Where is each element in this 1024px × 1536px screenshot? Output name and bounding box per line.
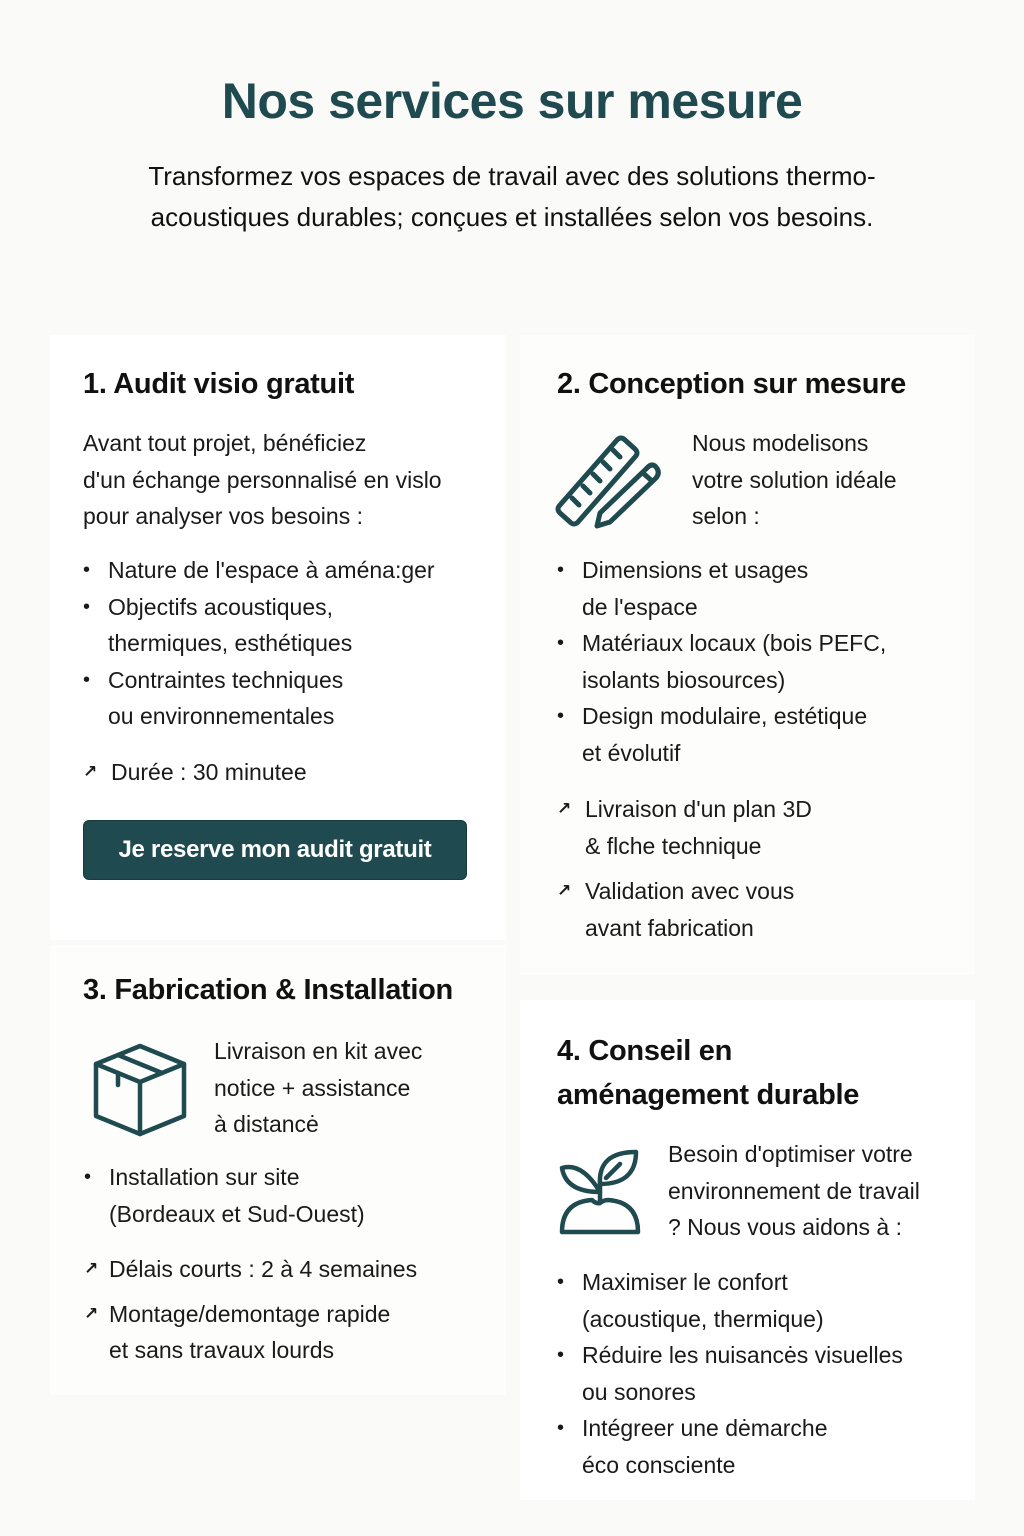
list-item: • Installation sur site (Bordeaux et Sud-Ouest): [84, 1159, 365, 1232]
list-item: • Nature de l'espace à aména:ger: [83, 552, 435, 589]
service-title-conseil: [557, 1029, 859, 1117]
bullet-list-conseil: [557, 1264, 903, 1483]
title-line: 4. Conseil en: [557, 1035, 732, 1067]
highlight-item: ↗ Livraison d'un plan 3D & flche technique: [557, 791, 812, 864]
list-item: • Objectifs acoustiques, thermiques, esthétiques: [83, 589, 435, 662]
arrow-up-right-icon: ↗: [84, 1303, 99, 1323]
intro-line: selon :: [692, 503, 760, 529]
intro-line: notice + assistance: [214, 1074, 411, 1101]
intro-line: à distancė: [214, 1111, 319, 1137]
list-item: • Dimensions et usages de l'espace: [557, 552, 886, 625]
list-item: • Intégreer une dėmarche éco consciente: [557, 1410, 903, 1483]
list-item: • Design modulaire, estétique et évolutif: [557, 698, 886, 771]
highlight-list-conception: [557, 791, 812, 955]
service-intro-audit: [83, 425, 442, 535]
service-intro-conception: [692, 425, 897, 535]
list-item: • Réduire les nuisancės visuelles ou sonores: [557, 1337, 903, 1410]
intro-line: environnement de travail: [668, 1177, 920, 1204]
page-title: Nos services sur mesure: [221, 73, 803, 129]
highlight-list-audit: [83, 754, 307, 800]
ruler-pencil-icon: [555, 434, 670, 529]
highlight-list-fabrication: [84, 1251, 417, 1378]
title-line: aménagement durable: [557, 1079, 860, 1111]
intro-line: ? Nous vous aidons à :: [668, 1214, 902, 1240]
intro-line: pour analyser vos besoins :: [83, 503, 363, 529]
intro-text: Transformez vos espaces de travail avec des solutions thermo-acoustiques durables; conçues et installées selon vos besoins.: [148, 161, 876, 232]
arrow-up-right-icon: ↗: [84, 1259, 99, 1278]
service-title-fabrication: 3. Fabrication & Installation: [83, 974, 453, 1006]
highlight-item: ↗ Montage/demontage rapide et sans travaux lourds: [84, 1296, 417, 1369]
intro-line: Besoin d'optimiser votre: [668, 1141, 913, 1167]
highlight-item: ↗ Durée : 30 minutee: [83, 754, 307, 791]
book-audit-button[interactable]: Je reserve mon audit gratuit: [83, 820, 467, 880]
service-intro-fabrication: [214, 1033, 422, 1143]
service-intro-conseil: [668, 1136, 920, 1246]
list-item: • Contraintes techniques ou environnementales: [83, 662, 435, 735]
intro-line: d'un échange personnalisé en vislo: [83, 466, 442, 493]
arrow-up-right-icon: ↗: [557, 799, 572, 818]
bullet-list-fabrication: [84, 1159, 365, 1232]
bullet-list-conception: [557, 552, 886, 771]
highlight-item: ↗ Validation avec vous avant fabrication: [557, 873, 812, 946]
arrow-up-right-icon: ↗: [83, 762, 98, 781]
service-title-audit: 1. Audit visio gratuit: [83, 368, 355, 400]
sprout-icon: [558, 1148, 644, 1236]
box-icon: [92, 1042, 188, 1138]
highlight-item: ↗ Délais courts : 2 à 4 semaines: [84, 1251, 417, 1288]
service-title-conception: 2. Conception sur mesure: [557, 368, 906, 400]
bullet-list-audit: [83, 552, 435, 735]
intro-line: Nous modelisons: [692, 430, 869, 456]
intro-line: Avant tout projet, bénéficiez: [83, 430, 367, 456]
list-item: • Maximiser le confort (acoustique, thermique): [557, 1264, 903, 1337]
arrow-up-right-icon: ↗: [557, 881, 572, 900]
list-item: • Matériaux locaux (bois PEFC, isolants biosources): [557, 625, 886, 698]
intro-line: votre solution idéale: [692, 466, 897, 493]
intro-line: Livraison en kit avec: [214, 1038, 423, 1064]
